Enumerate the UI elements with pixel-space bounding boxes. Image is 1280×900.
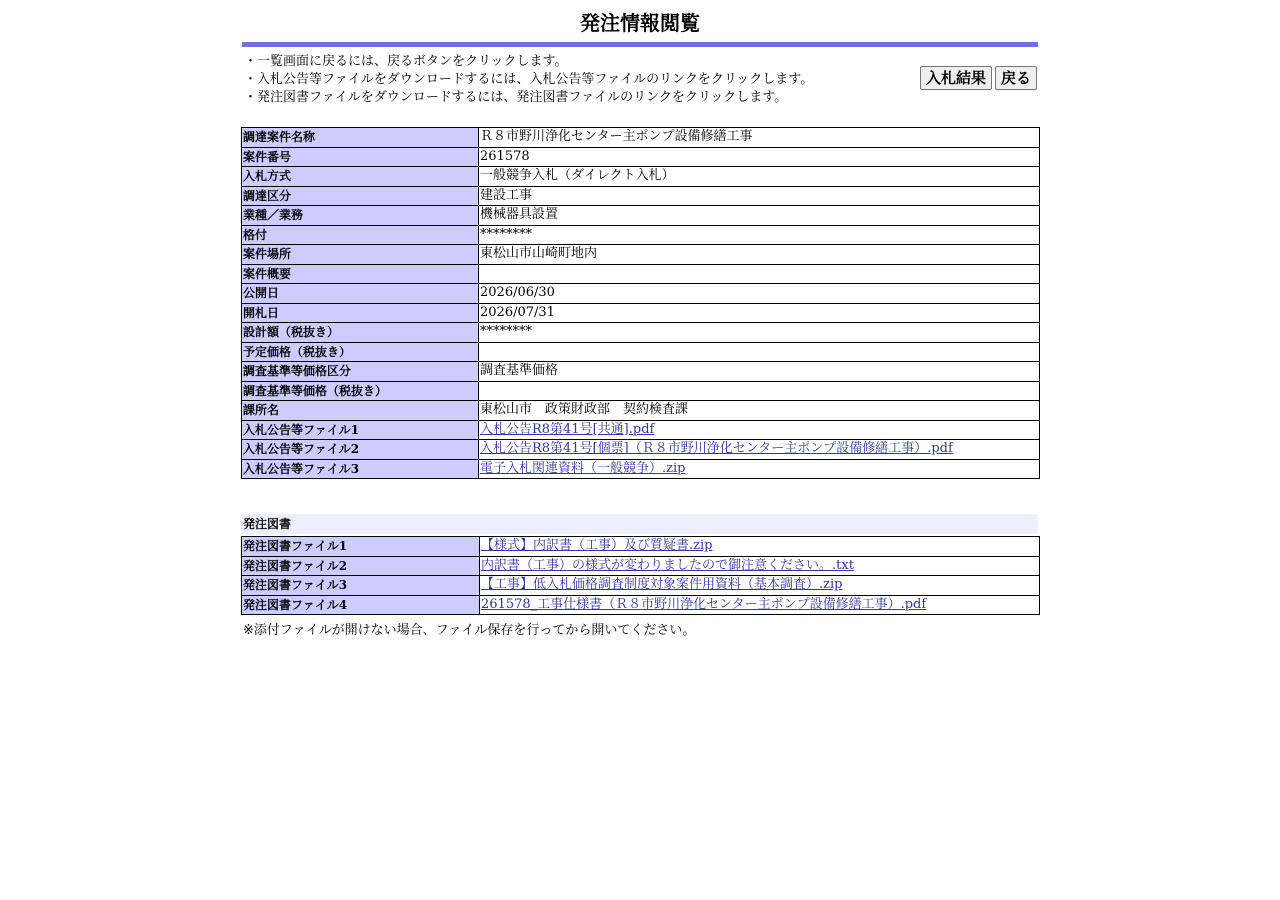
instruction-docs-download: ・発注図書ファイルをダウンロードするには、発注図書ファイルのリンクをクリックします。 [244, 90, 788, 105]
table-row [242, 401, 1040, 421]
instruction-back: ・一覧画面に戻るには、戻るボタンをクリックします。 [244, 54, 568, 69]
doc-file-4-link[interactable]: 261578_工事仕様書（Ｒ８市野川浄化センター主ポンプ設備修繕工事）.pdf [481, 596, 927, 612]
row-label: 案件場所 [242, 245, 479, 265]
row-value: ******** [479, 225, 1040, 245]
table-row [242, 167, 1040, 187]
docs-section-title: 発注図書 [241, 514, 1038, 534]
row-label: 開札日 [242, 303, 479, 323]
row-value [480, 556, 1040, 576]
row-label: 入札公告等ファイル2 [242, 440, 479, 460]
table-row [242, 284, 1040, 304]
row-value: 調査基準価格 [479, 362, 1040, 382]
row-value [479, 342, 1040, 362]
row-value [479, 440, 1040, 460]
row-label: 調査基準等価格（税抜き） [242, 381, 479, 401]
row-value: 2026/07/31 [479, 303, 1040, 323]
doc-file-2-link[interactable]: 内訳書（工事）の様式が変わりましたので御注意ください。.txt [481, 557, 854, 573]
row-value: 一般競争入札（ダイレクト入札） [479, 167, 1040, 187]
back-button[interactable]: 戻る [995, 66, 1037, 90]
row-value [480, 537, 1040, 557]
row-label: 業種／業務 [242, 206, 479, 226]
doc-file-3-link[interactable]: 【工事】低入札価格調査制度対象案件用資料（基本調査）.zip [481, 577, 843, 593]
notice-file-1-link[interactable]: 入札公告R8第41号[共通].pdf [480, 421, 655, 437]
row-label: 発注図書ファイル2 [242, 556, 480, 576]
docs-table [241, 536, 1040, 615]
page-title: 発注情報閲覧 [580, 11, 700, 35]
row-value: 機械器具設置 [479, 206, 1040, 226]
row-value: 261578 [479, 147, 1040, 167]
table-row [242, 595, 1040, 615]
row-label: 案件番号 [242, 147, 479, 167]
row-value: Ｒ８市野川浄化センター主ポンプ設備修繕工事 [479, 128, 1040, 148]
footer-note: ※添付ファイルが開けない場合、ファイル保存を行ってから開いてください。 [243, 623, 696, 638]
table-row [242, 362, 1040, 382]
table-row [242, 381, 1040, 401]
row-value [479, 420, 1040, 440]
row-value: 2026/06/30 [479, 284, 1040, 304]
row-value [480, 576, 1040, 596]
notice-file-3-link[interactable]: 電子入札関連資料（一般競争）.zip [480, 460, 686, 476]
row-label: 発注図書ファイル4 [242, 595, 480, 615]
table-row [242, 342, 1040, 362]
table-row [242, 537, 1040, 557]
table-row [242, 128, 1040, 148]
table-row [242, 459, 1040, 479]
row-label: 案件概要 [242, 264, 479, 284]
table-row [242, 206, 1040, 226]
row-value: 建設工事 [479, 186, 1040, 206]
table-row [242, 225, 1040, 245]
table-row [242, 186, 1040, 206]
instruction-notice-download: ・入札公告等ファイルをダウンロードするには、入札公告等ファイルのリンクをクリックします。 [244, 72, 814, 87]
table-row [242, 264, 1040, 284]
table-row [242, 323, 1040, 343]
row-label: 調達区分 [242, 186, 479, 206]
row-label: 調査基準等価格区分 [242, 362, 479, 382]
instruction-list [244, 53, 813, 107]
row-value [479, 459, 1040, 479]
row-label: 発注図書ファイル1 [242, 537, 480, 557]
bid-result-button[interactable]: 入札結果 [920, 66, 992, 90]
row-label: 予定価格（税抜き） [242, 342, 479, 362]
row-label: 公開日 [242, 284, 479, 304]
row-value [479, 381, 1040, 401]
row-label: 入札方式 [242, 167, 479, 187]
row-value: 東松山市山崎町地内 [479, 245, 1040, 265]
table-row [242, 576, 1040, 596]
instructions-area [241, 47, 1039, 127]
doc-file-1-link[interactable]: 【様式】内訳書（工事）及び質疑書.zip [481, 538, 713, 554]
table-row [242, 556, 1040, 576]
row-label: 発注図書ファイル3 [242, 576, 480, 596]
row-value [480, 595, 1040, 615]
row-label: 調達案件名称 [242, 128, 479, 148]
table-row [242, 420, 1040, 440]
button-group [920, 66, 1037, 90]
row-value: ******** [479, 323, 1040, 343]
notice-file-2-link[interactable]: 入札公告R8第41号[個票]（Ｒ８市野川浄化センター主ポンプ設備修繕工事）.pdf [480, 441, 953, 457]
row-label: 課所名 [242, 401, 479, 421]
row-value: 東松山市 政策財政部 契約検査課 [479, 401, 1040, 421]
row-label: 入札公告等ファイル3 [242, 459, 479, 479]
order-info-table [241, 127, 1040, 479]
order-info-page [241, 0, 1039, 638]
table-row [242, 440, 1040, 460]
table-row [242, 147, 1040, 167]
row-label: 格付 [242, 225, 479, 245]
row-label: 設計額（税抜き） [242, 323, 479, 343]
table-row [242, 245, 1040, 265]
table-row [242, 303, 1040, 323]
row-value [479, 264, 1040, 284]
row-label: 入札公告等ファイル1 [242, 420, 479, 440]
